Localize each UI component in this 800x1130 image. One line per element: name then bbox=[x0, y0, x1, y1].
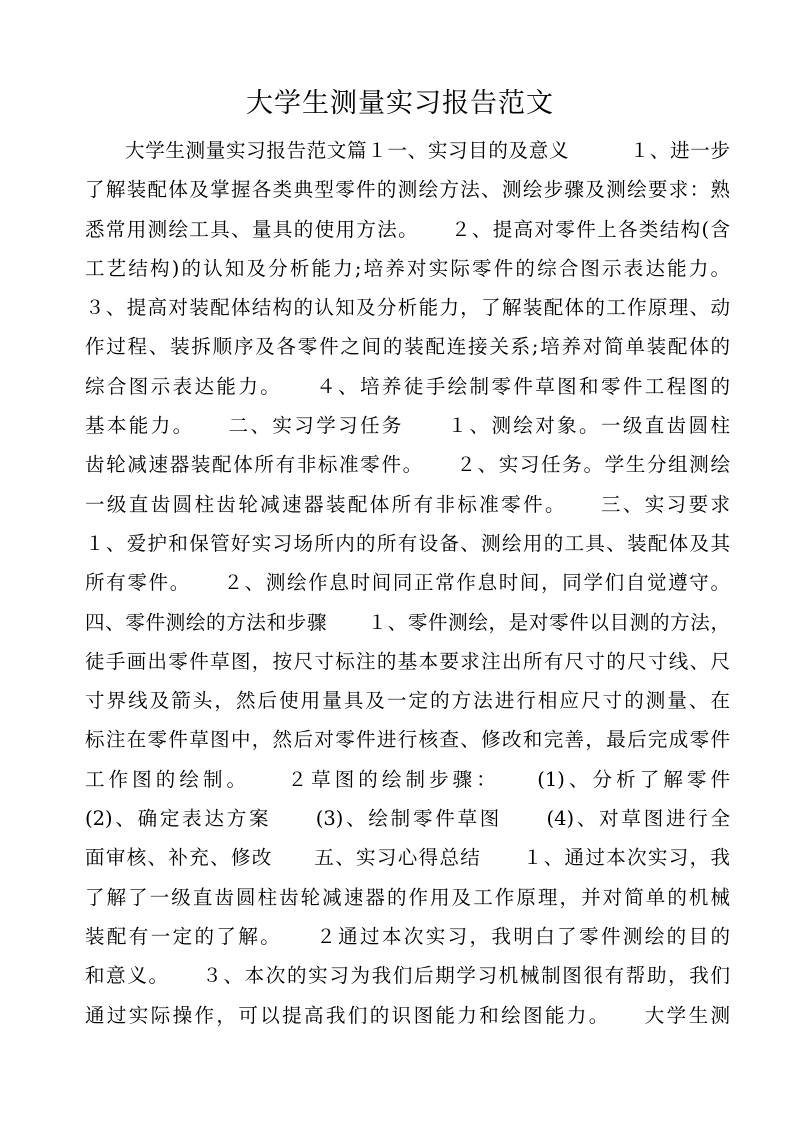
text-line: 寸界线及箭头，然后使用量具及一定的方法进行相应尺寸的测量、在 bbox=[85, 689, 730, 713]
text-line: 标注在零件草图中，然后对零件进行核查、修改和完善，最后完成零件 bbox=[85, 728, 730, 752]
text-line: 工艺结构)的认知及分析能力;培养对实际零件的综合图示表达能力。 bbox=[85, 256, 730, 280]
text-line: (2)、确定表达方案 (3)、绘制零件草图 (4)、对草图进行全 bbox=[85, 807, 730, 831]
text-line: 和意义。 ３、本次的实习为我们后期学习机械制图很有帮助，我们 bbox=[85, 964, 730, 988]
document-body bbox=[85, 131, 730, 1035]
text-line: 悉常用测绘工具、量具的使用方法。 ２、提高对零件上各类结构(含 bbox=[85, 217, 730, 241]
page-title: 大学生测量实习报告范文 bbox=[246, 88, 554, 119]
text-line: 面审核、补充、修改 五、实习心得总结 １、通过本次实习，我 bbox=[85, 846, 730, 870]
text-line: 作过程、装拆顺序及各零件之间的装配连接关系;培养对简单装配体的 bbox=[85, 335, 730, 359]
text-line: 基本能力。 二、实习学习任务 １、测绘对象。一级直齿圆柱 bbox=[85, 414, 730, 438]
text-line: 徒手画出零件草图，按尺寸标注的基本要求注出所有尺寸的尺寸线、尺 bbox=[85, 649, 730, 673]
text-line: ３、提高对装配体结构的认知及分析能力，了解装配体的工作原理、动 bbox=[85, 296, 730, 320]
text-line: 了解了一级直齿圆柱齿轮减速器的作用及工作原理，并对简单的机械 bbox=[85, 885, 730, 909]
text-line: 工作图的绘制。 ２草图的绘制步骤： (1)、分析了解零件 bbox=[85, 767, 730, 791]
text-line: 大学生测量实习报告范文篇１一、实习目的及意义 １、进一步 bbox=[125, 139, 730, 162]
text-line: １、爱护和保管好实习场所内的所有设备、测绘用的工具、装配体及其 bbox=[85, 531, 730, 555]
text-line: 综合图示表达能力。 ４、培养徒手绘制零件草图和零件工程图的 bbox=[85, 374, 730, 398]
text-line: 通过实际操作，可以提高我们的识图能力和绘图能力。 大学生测 bbox=[85, 1003, 730, 1027]
text-line: 四、零件测绘的方法和步骤 １、零件测绘，是对零件以目测的方法， bbox=[85, 610, 730, 634]
text-line: 了解装配体及掌握各类典型零件的测绘方法、测绘步骤及测绘要求：熟 bbox=[85, 178, 730, 202]
text-line: 所有零件。 ２、测绘作息时间同正常作息时间，同学们自觉遵守。 bbox=[85, 571, 730, 595]
text-line: 一级直齿圆柱齿轮减速器装配体所有非标准零件。 三、实习要求 bbox=[85, 492, 730, 516]
text-line: 齿轮减速器装配体所有非标准零件。 ２、实习任务。学生分组测绘 bbox=[85, 453, 730, 477]
text-line: 装配有一定的了解。 ２通过本次实习，我明白了零件测绘的目的 bbox=[85, 924, 730, 948]
